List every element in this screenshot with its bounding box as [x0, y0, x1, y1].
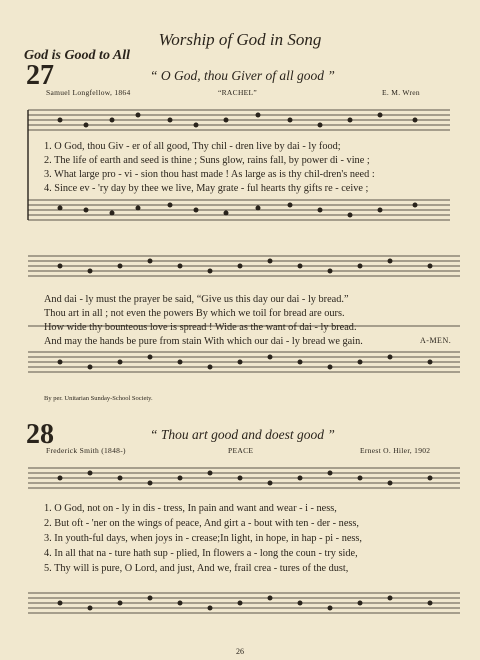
- verse-line: Thou art in all ; not even the powers By which we toil for bread are ours.: [44, 308, 345, 319]
- hymn-tune: PEACE: [228, 446, 254, 455]
- verse-line: 3. In youth-ful days, when joys in - crease;In light, in hope, in hap - pi - ness,: [44, 533, 362, 544]
- page-header: Worship of God in Song: [158, 30, 322, 49]
- verse-line: 4. Since ev - 'ry day by thee we live, May grate - ful hearts thy gifts re - ceive ;: [44, 183, 369, 194]
- hymn-number: 28: [26, 419, 54, 450]
- music-staff-bass-27: [20, 348, 460, 384]
- music-staff-bass-28: [20, 585, 460, 625]
- hymn-composer: E. M. Wren: [382, 88, 420, 97]
- verse-line: 3. What large pro - vi - sion thou hast made ! As large as is thy chil-dren's need :: [44, 169, 375, 180]
- hymn-title: “ O God, thou Giver of all good ”: [150, 68, 335, 83]
- hymn-author: Samuel Longfellow, 1864: [46, 88, 131, 97]
- page-number: 26: [236, 647, 244, 656]
- verse-line: 2. But oft - 'ner on the wings of peace, And girt a - bout with ten - der - ness,: [44, 518, 359, 529]
- hymn-author: Frederick Smith (1848-): [46, 446, 126, 455]
- verse-line: And dai - ly must the prayer be said, “Give us this day our dai - ly bread.”: [44, 294, 349, 305]
- verse-line: 1. O God, not on - ly in dis - tress, In pain and want and wear - i - ness,: [44, 503, 337, 514]
- hymn-tune: “RACHEL”: [218, 88, 258, 97]
- section-title: God is Good to All: [24, 48, 131, 63]
- verse-line: 1. O God, thou Giv - er of all good, Thy chil - dren live by dai - ly food;: [44, 141, 341, 152]
- verse-line: 5. Thy will is pure, O Lord, and just, And we, frail crea - tures of the dust,: [44, 563, 349, 574]
- permission-note: By per. Unitarian Sunday-School Society.: [44, 395, 153, 402]
- hymn-number: 27: [26, 60, 54, 91]
- hymn-title: “ Thou art good and doest good ”: [150, 427, 335, 442]
- verse-line: And may the hands be pure from stain With which our dai - ly bread we gain.: [44, 336, 363, 347]
- amen-label: A-MEN.: [420, 336, 452, 345]
- hymn-composer: Ernest O. Hiler, 1902: [360, 446, 431, 455]
- verse-line: 4. In all that na - ture hath sup - plied, In flowers a - long the coun - try side,: [44, 548, 358, 559]
- verse-line: 2. The life of earth and seed is thine ; Suns glow, rains fall, by power di - vine ;: [44, 155, 370, 166]
- music-staff-treble-28: [20, 458, 460, 498]
- verse-line: How wide thy bounteous love is spread ! Wide as the want of dai - ly bread.: [44, 322, 357, 333]
